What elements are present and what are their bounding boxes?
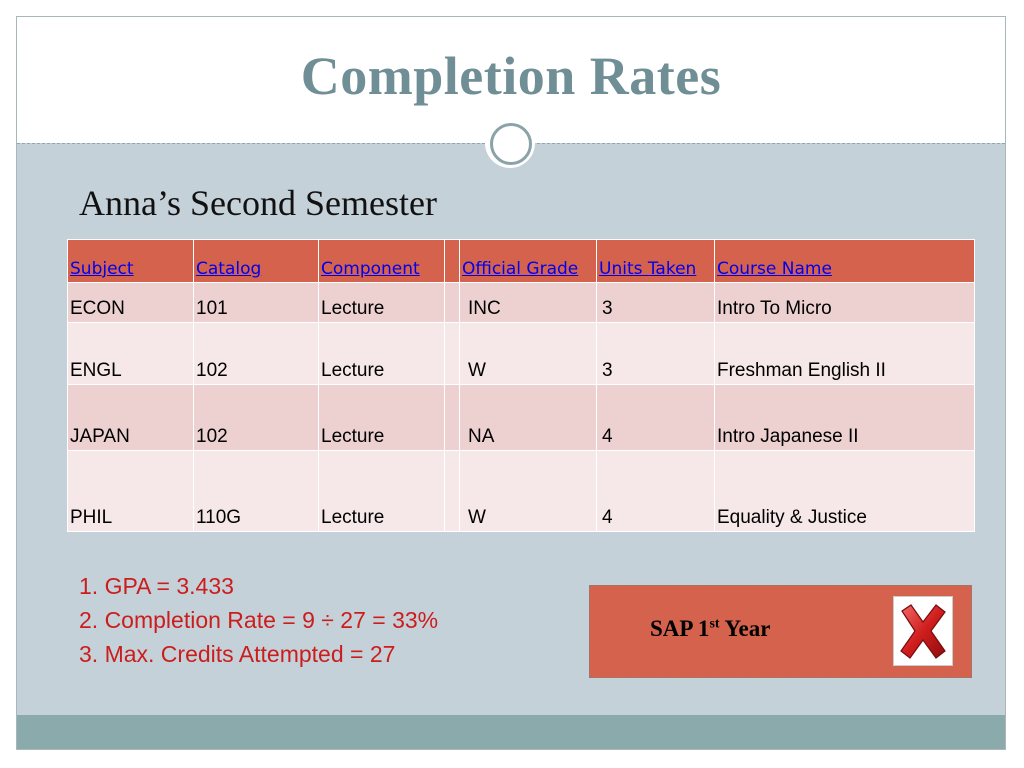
x-mark-icon	[893, 596, 953, 666]
table-row	[68, 451, 975, 532]
cell-course-name: Intro To Micro	[715, 283, 975, 323]
header-units-taken-link[interactable]: Units Taken	[599, 259, 697, 279]
table-row	[68, 323, 975, 385]
cell-grade: INC	[460, 283, 597, 323]
sap-label	[650, 616, 770, 642]
header-catalog-link[interactable]: Catalog	[196, 259, 262, 279]
cell-component: Lecture	[319, 385, 445, 451]
cell-subject: ENGL	[68, 323, 194, 385]
cell-units: 3	[597, 283, 715, 323]
cell-course-name: Intro Japanese II	[715, 385, 975, 451]
sap-label-rest: Year	[719, 616, 771, 641]
table-row	[68, 385, 975, 451]
cell-grade: NA	[460, 385, 597, 451]
sap-label-sup: st	[709, 616, 720, 632]
cell-course-name: Equality & Justice	[715, 451, 975, 532]
header-cell[interactable]	[460, 240, 597, 283]
sap-status-box	[589, 585, 972, 678]
cell-catalog: 110G	[194, 451, 319, 532]
note-max-credits: 3. Max. Credits Attempted = 27	[79, 641, 396, 667]
header-subject-link[interactable]: Subject	[70, 259, 134, 279]
cell-catalog: 102	[194, 385, 319, 451]
slide	[16, 16, 1006, 750]
notes-list	[79, 569, 438, 671]
cell-grade: W	[460, 323, 597, 385]
cell-catalog: 102	[194, 323, 319, 385]
table-header-row	[68, 240, 975, 283]
cell-subject: JAPAN	[68, 385, 194, 451]
cell-component: Lecture	[319, 283, 445, 323]
cell-component: Lecture	[319, 323, 445, 385]
cell-spacer	[445, 451, 460, 532]
footer-band	[17, 715, 1005, 749]
grades-table	[67, 239, 975, 532]
cell-catalog: 101	[194, 283, 319, 323]
header-official-grade-link[interactable]: Official Grade	[462, 259, 579, 279]
header-cell[interactable]	[319, 240, 445, 283]
cell-course-name: Freshman English II	[715, 323, 975, 385]
sap-label-main: SAP 1	[650, 616, 710, 641]
note-completion-rate: 2. Completion Rate = 9 ÷ 27 = 33%	[79, 607, 439, 633]
header-cell[interactable]	[194, 240, 319, 283]
cell-grade: W	[460, 451, 597, 532]
cell-spacer	[445, 385, 460, 451]
divider-circle-icon	[490, 123, 532, 165]
header-component-link[interactable]: Component	[321, 259, 420, 279]
cell-component: Lecture	[319, 451, 445, 532]
header-cell[interactable]	[715, 240, 975, 283]
header-cell[interactable]	[68, 240, 194, 283]
cell-spacer	[445, 323, 460, 385]
slide-subtitle: Anna’s Second Semester	[79, 183, 437, 223]
cell-spacer	[445, 283, 460, 323]
header-cell[interactable]	[597, 240, 715, 283]
header-cell	[445, 240, 460, 283]
slide-title: Completion Rates	[300, 46, 722, 106]
note-gpa: 1. GPA = 3.433	[79, 573, 234, 599]
cell-subject: ECON	[68, 283, 194, 323]
cell-units: 4	[597, 385, 715, 451]
cell-units: 4	[597, 451, 715, 532]
cell-units: 3	[597, 323, 715, 385]
x-mark-svg	[894, 597, 952, 665]
header-course-name-link[interactable]: Course Name	[717, 259, 832, 279]
cell-subject: PHIL	[68, 451, 194, 532]
table-row	[68, 283, 975, 323]
